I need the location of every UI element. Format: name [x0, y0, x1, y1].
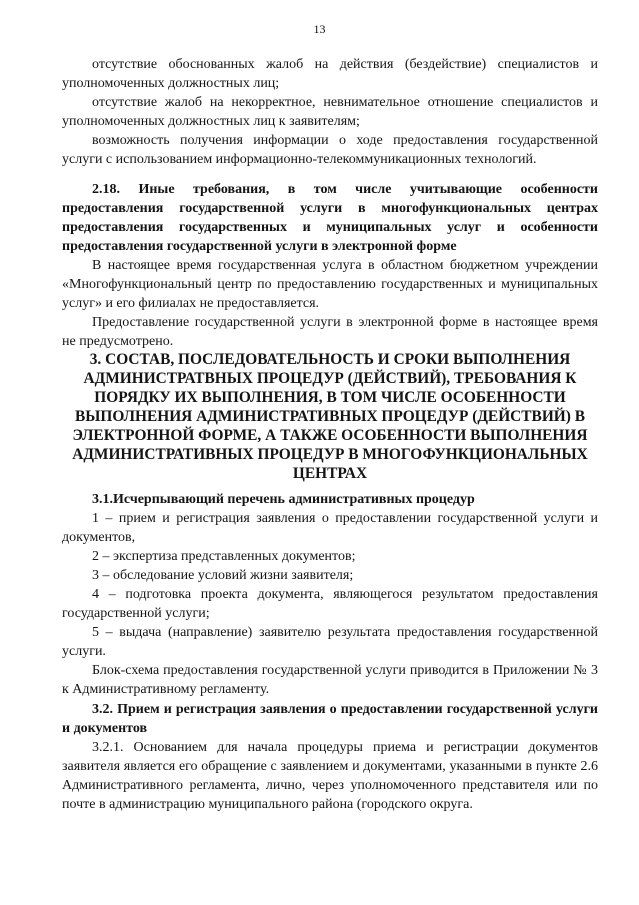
paragraph: отсутствие жалоб на некорректное, невнимательное отношение специалистов и уполномоченных должностных лиц к заявителям; [62, 95, 598, 129]
section-3-2 [62, 700, 598, 814]
title-line: АДМИНИСТРАТВНЫХ ПРОЦЕДУР (ДЕЙСТВИЙ), ТРЕБОВАНИЯ К [83, 370, 577, 387]
list-item: 2 – экспертиза представленных документов; [92, 549, 356, 564]
paragraph: 3.2.1. Основанием для начала процедуры приема и регистрации документов заявителя является его обращение с заявлением и документами, указанными в пункте 2.6 Административного регламента, лично, через уполномоченного представителя или по почте в администрацию муниципального района (городского округа. [62, 740, 598, 812]
section-3-title [62, 350, 598, 483]
paragraph: Предоставление государственной услуги в электронной форме в настоящее время не предусмотрено. [62, 315, 598, 349]
section-heading: 3.2. Прием и регистрация заявления о предоставлении государственной услуги и документов [62, 702, 598, 736]
section-heading: 2.18. Иные требования, в том числе учитывающие особенности предоставления государственной услуги в многофункциональных центрах предоставления государственных и муниципальных услуг и особенности предоставления государственной услуги в электронной форме [62, 182, 598, 254]
title-line: ПОРЯДКУ ИХ ВЫПОЛНЕНИЯ, В ТОМ ЧИСЛЕ ОСОБЕННОСТИ [94, 389, 566, 406]
list-item: 4 – подготовка проекта документа, являющегося результатом предоставления государственной услуги; [62, 587, 598, 621]
paragraph: отсутствие обоснованных жалоб на действия (бездействие) специалистов и уполномоченных должностных лиц; [62, 57, 598, 91]
title-line: ВЫПОЛНЕНИЯ АДМИНИСТРАТИВНЫХ ПРОЦЕДУР (ДЕЙСТВИЙ) В [74, 408, 585, 425]
title-line: ЦЕНТРАХ [292, 465, 368, 482]
paragraph: В настоящее время государственная услуга в областном бюджетном учреждении «Многофункциональный центр по предоставлению государственных и муниципальных услуг» и его филиалах не предоставляется. [62, 258, 598, 311]
page-number: 13 [313, 22, 326, 36]
section-heading: 3.1.Исчерпывающий перечень административных процедур [92, 492, 475, 507]
title-line: ЭЛЕКТРОННОЙ ФОРМЕ, А ТАКЖЕ ОСОБЕННОСТИ ВЫПОЛНЕНИЯ [72, 427, 588, 444]
paragraph: возможность получения информации о ходе предоставления государственной услуги с использованием информационно-телекоммуникационных технологий. [62, 133, 598, 167]
title-line: 3. СОСТАВ, ПОСЛЕДОВАТЕЛЬНОСТЬ И СРОКИ ВЫПОЛНЕНИЯ [89, 351, 571, 368]
list-item: 3 – обследование условий жизни заявителя; [92, 568, 354, 583]
list-item: 5 – выдача (направление) заявителю результата предоставления государственной услуги. [62, 625, 598, 659]
section-2-18 [62, 180, 598, 351]
paragraph: Блок-схема предоставления государственной услуги приводится в Приложении № 3 к Административному регламенту. [62, 663, 598, 697]
list-item: 1 – прием и регистрация заявления о предоставлении государственной услуги и документов, [62, 511, 598, 545]
intro-block [62, 55, 598, 169]
title-line: АДМИНИСТРАТИВНЫХ ПРОЦЕДУР В МНОГОФУНКЦИОНАЛЬНЫХ [72, 446, 588, 463]
section-3-1 [62, 490, 598, 699]
